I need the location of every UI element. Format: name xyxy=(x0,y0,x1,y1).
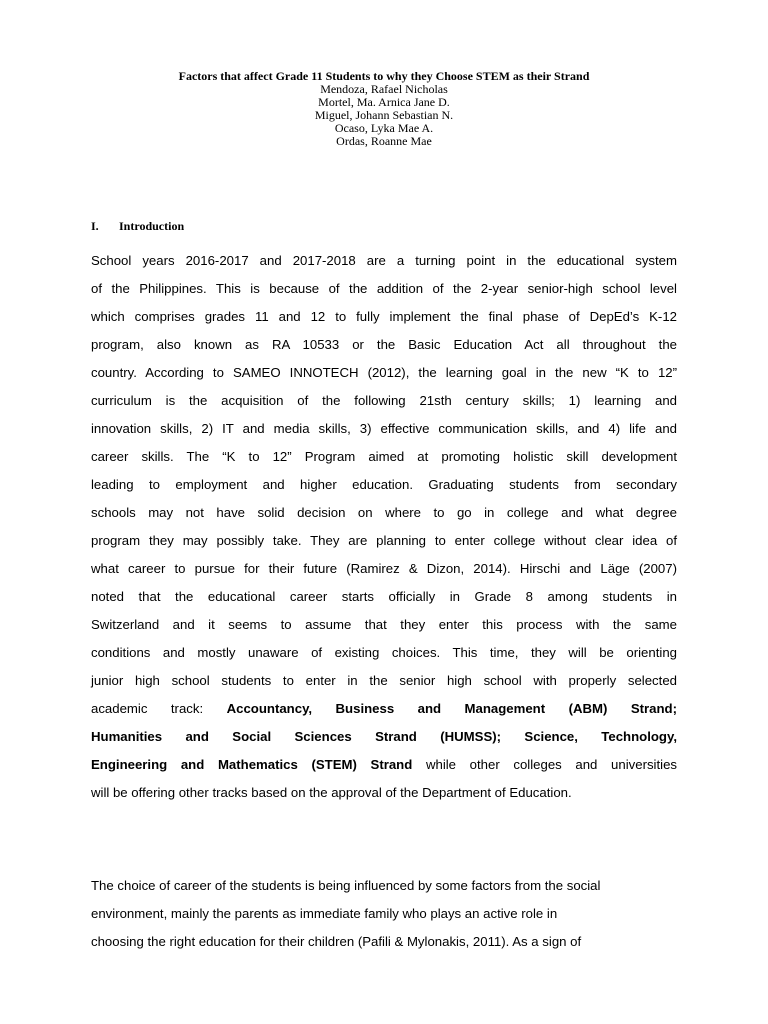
text-line xyxy=(91,751,677,779)
text-line: junior high school students to enter in the senior high school with properly selected xyxy=(91,673,677,688)
author-name: Mendoza, Rafael Nicholas xyxy=(320,82,448,96)
text-line: what career to pursue for their future (Ramirez & Dizon, 2014). Hirschi and Läge (2007) xyxy=(91,561,677,576)
section-number: I. xyxy=(91,219,99,233)
title-block xyxy=(0,70,768,148)
author-name: Mortel, Ma. Arnica Jane D. xyxy=(318,95,450,109)
text-line: environment, mainly the parents as immediate family who plays an active role in xyxy=(91,906,558,921)
author-name: Ocaso, Lyka Mae A. xyxy=(334,121,434,135)
section-heading xyxy=(91,219,184,233)
introduction-paragraph-1 xyxy=(91,247,677,807)
text-line: program, also known as RA 10533 or the Basic Education Act all throughout the xyxy=(91,337,677,352)
text-line: career skills. The “K to 12” Program aimed at promoting holistic skill development xyxy=(91,449,677,464)
text-line: conditions and mostly unaware of existing choices. This time, they will be orienting xyxy=(91,645,677,660)
text-line: innovation skills, 2) IT and media skills, 3) effective communication skills, and 4) life and xyxy=(91,421,677,436)
bold-text-run: Accountancy, Business and Management (ABM) Strand; xyxy=(226,701,677,716)
text-line: schools may not have solid decision on where to go in college and what degree xyxy=(91,505,677,520)
text-line xyxy=(91,695,677,723)
author-name: Miguel, Johann Sebastian N. xyxy=(314,108,454,122)
text-line: Switzerland and it seems to assume that they enter this process with the same xyxy=(91,617,677,632)
author-name: Ordas, Roanne Mae xyxy=(336,134,432,148)
text-line: which comprises grades 11 and 12 to fully implement the final phase of DepEd’s K-12 xyxy=(91,309,677,324)
introduction-paragraph-2 xyxy=(91,872,691,956)
text-run: academic track: xyxy=(91,701,227,716)
bold-text-run: Engineering and Mathematics (STEM) Strand xyxy=(91,757,413,772)
text-run: while other colleges and universities xyxy=(412,757,678,772)
text-line: country. According to SAMEO INNOTECH (2012), the learning goal in the new “K to 12” xyxy=(91,365,677,380)
text-line: noted that the educational career starts officially in Grade 8 among students in xyxy=(91,589,677,604)
text-line: program they may possibly take. They are planning to enter college without clear idea of xyxy=(91,533,677,548)
section-title: Introduction xyxy=(119,219,185,233)
text-line: will be offering other tracks based on the approval of the Department of Education. xyxy=(91,785,572,800)
text-line: The choice of career of the students is being influenced by some factors from the social xyxy=(91,878,601,893)
text-line xyxy=(91,723,677,751)
text-line: leading to employment and higher education. Graduating students from secondary xyxy=(91,477,677,492)
text-line: School years 2016-2017 and 2017-2018 are a turning point in the educational system xyxy=(91,253,677,268)
text-line: curriculum is the acquisition of the following 21sth century skills; 1) learning and xyxy=(91,393,677,408)
document-title: Factors that affect Grade 11 Students to why they Choose STEM as their Strand xyxy=(178,69,590,83)
text-line: choosing the right education for their children (Pafili & Mylonakis, 2011). As a sign of xyxy=(91,934,582,949)
bold-text-run: Humanities and Social Sciences Strand (HUMSS); Science, Technology, xyxy=(91,729,677,744)
text-line: of the Philippines. This is because of the addition of the 2-year senior-high school level xyxy=(91,281,677,296)
